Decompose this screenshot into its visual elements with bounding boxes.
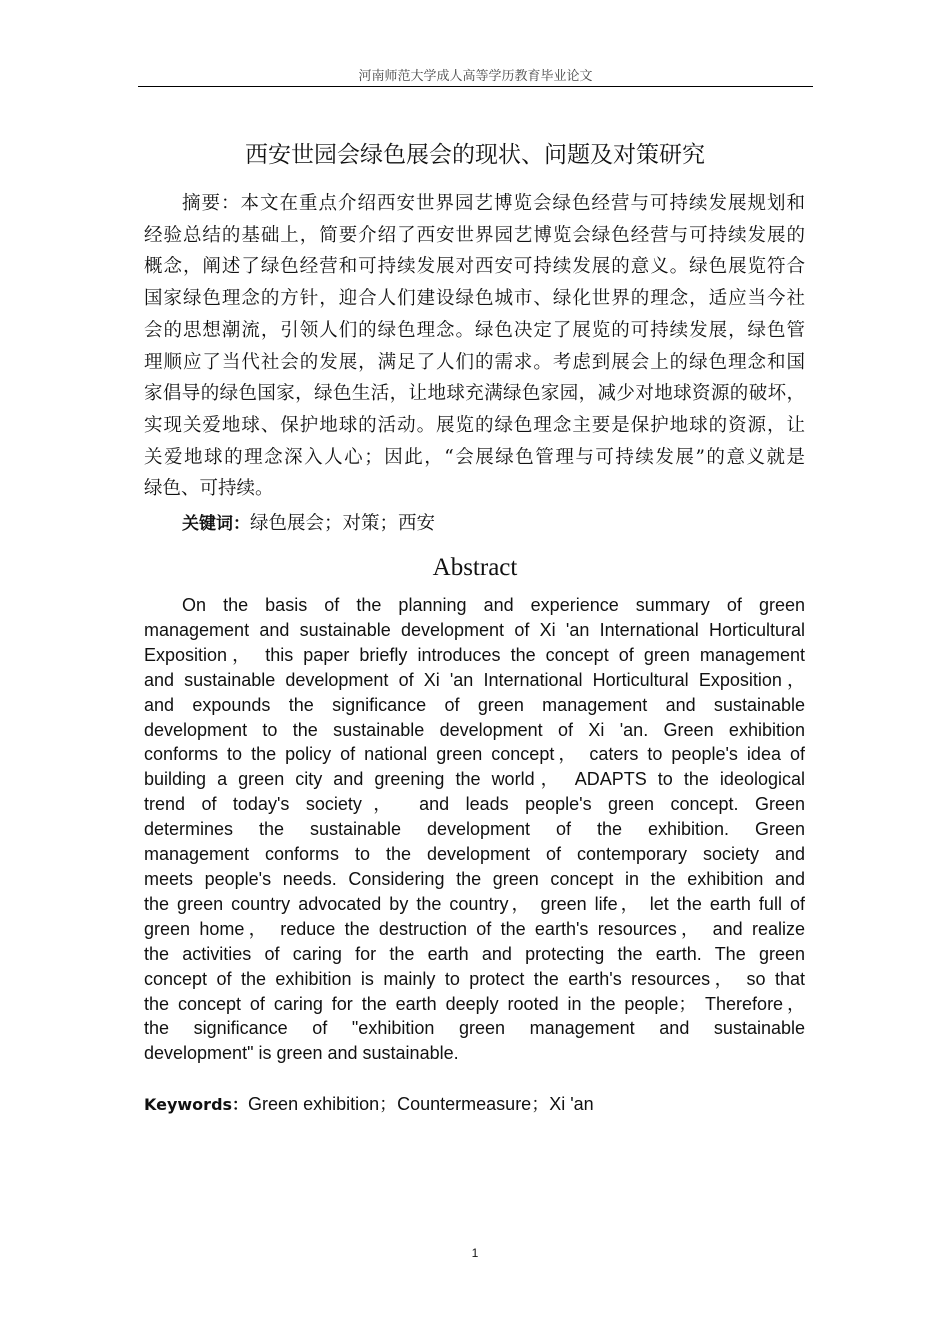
- text-line: determines the sustainable development of the exhibition. Green: [144, 819, 805, 840]
- abstract-heading: Abstract: [432, 554, 518, 581]
- text-line: management conforms to the development of contemporary society and: [144, 844, 805, 865]
- text-line: 摘要：本文在重点介绍西安世界园艺博览会绿色经营与可持续发展规划和: [182, 193, 805, 214]
- text-line: 家倡导的绿色国家，绿色生活，让地球充满绿色家园，减少对地球资源的破坏，: [144, 383, 805, 405]
- text-line: management and sustainable development of Xi 'an International Horticultural: [144, 619, 805, 640]
- text-line: the significance of "exhibition green management and sustainable: [144, 1018, 805, 1039]
- text-line: the concept of caring for the earth deeply rooted in the people； Therefore，: [144, 993, 805, 1014]
- text-line: the green country advocated by the country， green life， let the earth full of: [144, 893, 805, 914]
- abstract-english: [144, 593, 805, 1066]
- text-line: Exposition， this paper briefly introduces the concept of green management: [144, 644, 805, 665]
- keywords-value: 绿色展会；对策；西安: [250, 513, 436, 535]
- keywords-english: [144, 1092, 594, 1117]
- text-line: 绿色、可持续。: [144, 478, 274, 500]
- text-line: and sustainable development of Xi 'an International Horticultural Exposition，: [144, 669, 805, 690]
- text-line: meets people's needs. Considering the green concept in the exhibition and: [144, 868, 805, 889]
- text-line: the activities of caring for the earth and protecting the earth. The green: [144, 943, 805, 964]
- text-line: development" is green and sustainable.: [144, 1043, 459, 1064]
- running-header: 河南师范大学成人高等学历教育毕业论文: [138, 68, 813, 87]
- text-line: green home， reduce the destruction of the earth's resources， and realize: [144, 918, 805, 939]
- text-line: building a green city and greening the world， ADAPTS to the ideological: [144, 769, 805, 790]
- text-line: development to the sustainable development of Xi 'an. Green exhibition: [144, 719, 805, 740]
- text-line: trend of today's society， and leads people's green concept. Green: [144, 794, 805, 815]
- text-line: 会的思想潮流，引领人们的绿色理念。绿色决定了展览的可持续发展，绿色管: [144, 319, 805, 341]
- text-line: and expounds the significance of green management and sustainable: [144, 694, 805, 715]
- text-line: 实现关爱地球、保护地球的活动。展览的绿色理念主要是保护地球的资源，让: [144, 414, 805, 436]
- text-line: 理顺应了当代社会的发展，满足了人们的需求。考虑到展会上的绿色理念和国: [144, 351, 805, 373]
- keywords-label: 关键词：: [182, 514, 250, 535]
- page-number: 1: [471, 1246, 479, 1260]
- abstract-chinese: [144, 188, 805, 541]
- text-line: 国家绿色理念的方针，迎合人们建设绿色城市、绿化世界的理念，适应当今社: [144, 288, 805, 310]
- keywords-chinese: [144, 508, 805, 541]
- text-line: conforms to the policy of national green concept， caters to people's idea of: [144, 744, 805, 765]
- keywords-value: Green exhibition；Countermeasure；Xi 'an: [248, 1094, 594, 1114]
- text-line: 概念，阐述了绿色经营和可持续发展对西安可持续发展的意义。绿色展览符合: [144, 256, 805, 278]
- paper-title: 西安世园会绿色展会的现状、问题及对策研究: [245, 142, 705, 168]
- text-line: 关爱地球的理念深入人心；因此，“会展绿色管理与可持续发展”的意义就是: [144, 446, 805, 468]
- keywords-label: Keywords：: [144, 1095, 249, 1114]
- text-line: On the basis of the planning and experience summary of green: [182, 595, 805, 615]
- text-line: 经验总结的基础上，简要介绍了西安世界园艺博览会绿色经营与可持续发展的: [144, 224, 805, 246]
- text-line: concept of the exhibition is mainly to protect the earth's resources， so that: [144, 968, 805, 989]
